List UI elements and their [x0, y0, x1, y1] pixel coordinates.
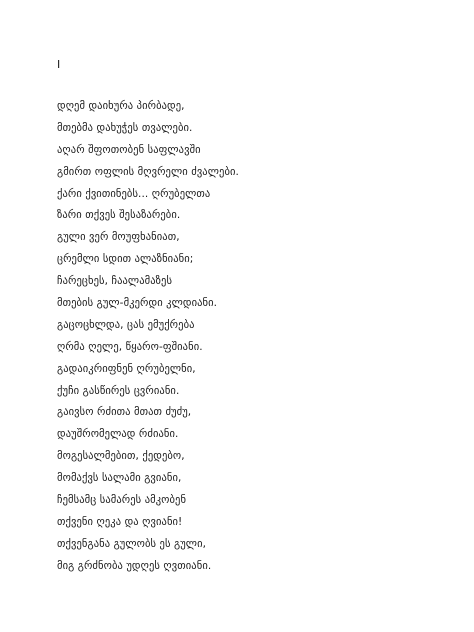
poem-line: მომაქვს სალამი გვიანი,	[57, 472, 182, 485]
poem-line: ჩარეცხეს, ჩაალამაზეს	[57, 275, 173, 288]
poem-line: ჩემსამც სამარეს ამკობენ	[57, 494, 187, 507]
poem-body	[57, 96, 239, 578]
poem-line: ღრმა ღელე, წყარო-ფშიანი.	[57, 340, 203, 353]
poem-line: დღემ დაიხურა პირბადე,	[57, 100, 185, 112]
poem-line: დაუშრომელად რძიანი.	[57, 428, 179, 441]
poem-line: თქვენგანა გულობს ეს გული,	[57, 537, 207, 550]
poem-line: ქარი ქვითინებს... ღრუბელთა	[57, 187, 211, 200]
poem-line: გმირთ ოფლის მღვრელი ძვალები.	[57, 165, 239, 178]
poem-line: გაივსო რძითა მთათ ძუძუ,	[57, 406, 192, 419]
poem-line: ზარი თქვეს შესაზარები.	[57, 209, 181, 222]
poem-line: გული ვერ მოუფხანიათ,	[57, 231, 180, 244]
poem-line: ქუჩი გასწირეს ცვრიანი.	[57, 384, 180, 397]
section-number: I	[57, 58, 61, 71]
poem-line: მოგესალმებით, ქედებო,	[57, 450, 185, 463]
poem-line: ცრემლი სდით ალაზნიანი;	[57, 253, 194, 266]
poem-line: მთების გულ-მკერდი კლდიანი.	[57, 297, 218, 310]
poem-line: მთებმა დახუჭეს თვალები.	[57, 121, 193, 134]
poem-line: მიგ გრძნობა უდღეს ღვთიანი.	[57, 559, 212, 572]
poem-line: თქვენი ღეკა და ღვიანი!	[57, 515, 183, 528]
poem-line: გაცოცხლდა, ცას ემუქრება	[57, 318, 195, 331]
poem-line: გადაიკრიფნენ ღრუბელნი,	[57, 362, 196, 375]
poem-line: აღარ შფოთობენ საფლავში	[57, 143, 201, 156]
